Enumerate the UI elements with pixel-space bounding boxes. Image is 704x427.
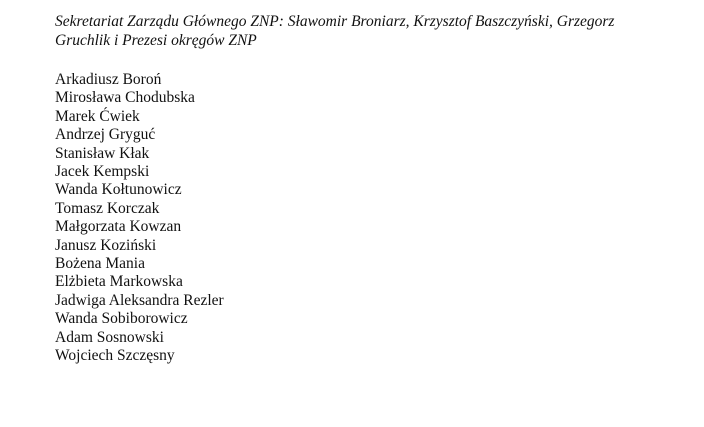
header-text: [55, 13, 685, 50]
list-item: Jadwiga Aleksandra Rezler: [55, 291, 224, 309]
list-item: Adam Sosnowski: [55, 328, 164, 346]
list-item: Małgorzata Kowzan: [55, 218, 182, 236]
list-item: Janusz Koziński: [55, 236, 157, 254]
list-item: Stanisław Kłak: [55, 144, 150, 162]
list-item: Elżbieta Markowska: [55, 273, 183, 291]
list-item: Wanda Sobiborowicz: [55, 310, 188, 328]
list-item: Mirosława Chodubska: [55, 89, 195, 107]
list-item: Tomasz Korczak: [55, 199, 160, 217]
list-item: Wojciech Szczęsny: [55, 347, 175, 365]
list-item: Andrzej Gryguć: [55, 126, 156, 144]
list-item: Jacek Kempski: [55, 163, 150, 181]
header-line-2: Gruchlik i Prezesi okręgów ZNP: [55, 31, 257, 49]
list-item: Wanda Kołtunowicz: [55, 181, 182, 199]
list-item: Bożena Mania: [55, 255, 145, 273]
list-item: Marek Ćwiek: [55, 107, 140, 125]
names-list: [55, 71, 224, 366]
list-item: Arkadiusz Boroń: [55, 71, 162, 88]
header-line-1: Sekretariat Zarządu Głównego ZNP: Sławomir Broniarz, Krzysztof Baszczyński, Grzegorz: [55, 13, 615, 30]
